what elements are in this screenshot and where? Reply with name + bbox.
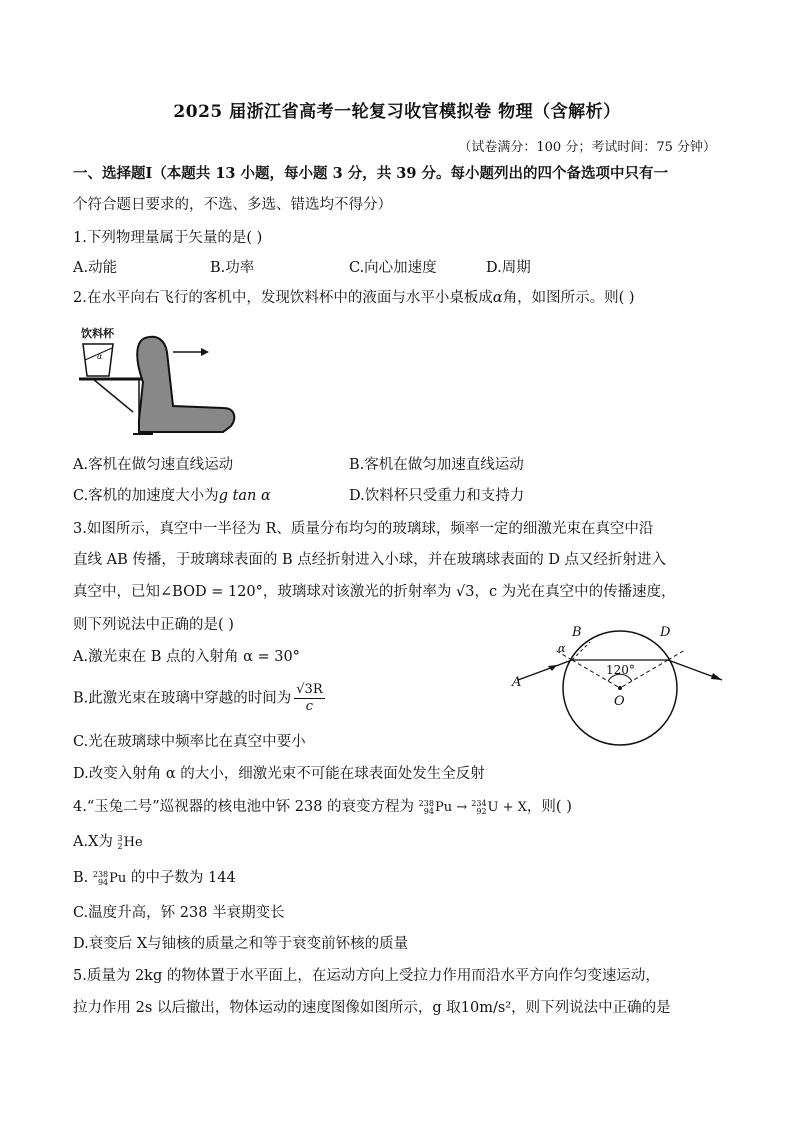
q3-line3: 真空中，已知∠BOD = 120°，玻璃球对该激光的折射率为 √3，c 为光在真空中的传播速度， — [73, 584, 676, 600]
q3-option-b-denominator: c — [305, 699, 314, 714]
q4-option-d: D.衰变后 X与铀核的质量之和等于衰变前钚核的质量 — [73, 936, 409, 952]
figure-angle-label: 120° — [606, 663, 635, 677]
he-mass-number: 3 — [117, 833, 123, 843]
figure-label-d: D — [660, 625, 671, 640]
q2-figure-airplane-seat — [73, 322, 243, 442]
q2-stem-var: α — [492, 290, 503, 306]
u-symbol: U + X — [487, 800, 527, 815]
q2-option-a: A.客机在做匀速直线运动 — [73, 457, 234, 473]
q3-option-d: D.改变入射角 α 的大小，细激光束不可能在球表面处发生全反射 — [73, 766, 485, 782]
figure-label-alpha: α — [558, 642, 566, 655]
q4-option-b-text: 的中子数为 144 — [130, 870, 236, 886]
svg-text:α: α — [97, 352, 103, 361]
pu-atomic-number: 94 — [423, 806, 434, 816]
pu-symbol: Pu — [434, 800, 453, 815]
pu-mass-number: 238 — [418, 798, 434, 808]
q4-stem-post: ，则( ) — [526, 799, 572, 815]
q3-line4: 则下列说法中正确的是( ) — [73, 617, 234, 633]
q3-option-b-numerator: √3R — [296, 682, 323, 697]
q1-option-a: A.动能 — [73, 260, 118, 276]
q4-stem — [73, 797, 572, 818]
q3-option-b — [73, 682, 325, 715]
q2-option-c-expr: g tan α — [218, 488, 271, 504]
pu-atomic-number-b: 94 — [97, 877, 109, 887]
q2-stem — [73, 288, 635, 308]
q2-stem-pre: 2.在水平向右飞行的客机中，发现饮料杯中的液面与水平小桌板成 — [73, 290, 493, 306]
q1-option-b: B.功率 — [210, 260, 255, 276]
section-heading-line2: 个符合题日要求的，不选、多选、错选均不得分） — [73, 197, 392, 213]
figure-label-o: O — [614, 694, 625, 709]
q4-option-c: C.温度升高，钚 238 半衰期变长 — [73, 905, 285, 921]
pu-mass-number-b: 238 — [92, 869, 109, 879]
page-title: 2025 届浙江省高考一轮复习收官模拟卷 物理（含解析） — [173, 102, 621, 122]
q4-option-a-text: A.X为 — [73, 834, 113, 850]
q2-option-b: B.客机在做匀加速直线运动 — [349, 457, 524, 473]
q3-line2: 直线 AB 传播，于玻璃球表面的 B 点经折射进入小球，并在玻璃球表面的 D 点又经折射进入 — [73, 552, 667, 568]
exam-info: （试卷满分：100 分；考试时间：75 分钟） — [458, 140, 716, 155]
q3-option-a: A.激光束在 B 点的入射角 α = 30° — [73, 649, 300, 665]
q3-option-c: C.光在玻璃球中频率比在真空中要小 — [73, 734, 306, 750]
q4-option-b-label: B. — [73, 870, 89, 886]
q3-line1: 3.如图所示，真空中一半径为 R、质量分布均匀的玻璃球，频率一定的细激光束在真空中沿 — [73, 521, 654, 537]
center-point — [618, 686, 622, 690]
q2-option-c — [73, 486, 271, 506]
q3-option-b-fraction — [294, 682, 324, 715]
q4-stem-pre: 4.“玉兔二号”巡视器的核电池中钚 238 的衰变方程为 — [73, 799, 415, 815]
q1-stem: 1.下列物理量属于矢量的是( ) — [73, 230, 263, 246]
q5-line2: 拉力作用 2s 以后撤出，物体运动的速度图像如图所示，g 取10m/s²，则下列说法中正确的是 — [73, 1000, 671, 1016]
he-atomic-number: 2 — [117, 841, 123, 851]
q4-option-b — [73, 868, 236, 889]
figure-label-a: A — [512, 675, 522, 690]
q2-stem-post: 角，如图所示。则( ) — [502, 290, 635, 306]
q4-equation: 238 94 Pu → 234 92 U + X — [418, 798, 527, 816]
q1-option-c: C.向心加速度 — [349, 260, 437, 276]
q5-line1: 5.质量为 2kg 的物体置于水平面上，在运动方向上受拉力作用而沿水平方向作匀变速运动， — [73, 968, 660, 984]
q2-option-c-text: C.客机的加速度大小为 — [73, 488, 219, 504]
he-symbol: He — [123, 835, 143, 850]
q1-option-d: D.周期 — [486, 260, 531, 276]
q2-figure-cup-label: 饮料杯 — [81, 327, 114, 340]
u-mass-number: 234 — [471, 798, 487, 808]
q4-option-a — [73, 832, 143, 853]
pu-symbol-b: Pu — [109, 871, 127, 886]
q3-option-b-text: B.此激光束在玻璃中穿越的时间为 — [73, 690, 292, 707]
q3-figure-glass-sphere — [510, 620, 730, 750]
u-atomic-number: 92 — [476, 806, 487, 816]
section-heading-line1: 一、选择题Ⅰ（本题共 13 小题，每小题 3 分，共 39 分。每小题列出的四个备选项中只有一 — [73, 165, 669, 182]
q2-option-d: D.饮料杯只受重力和支持力 — [349, 488, 525, 504]
figure-label-b: B — [572, 625, 582, 640]
